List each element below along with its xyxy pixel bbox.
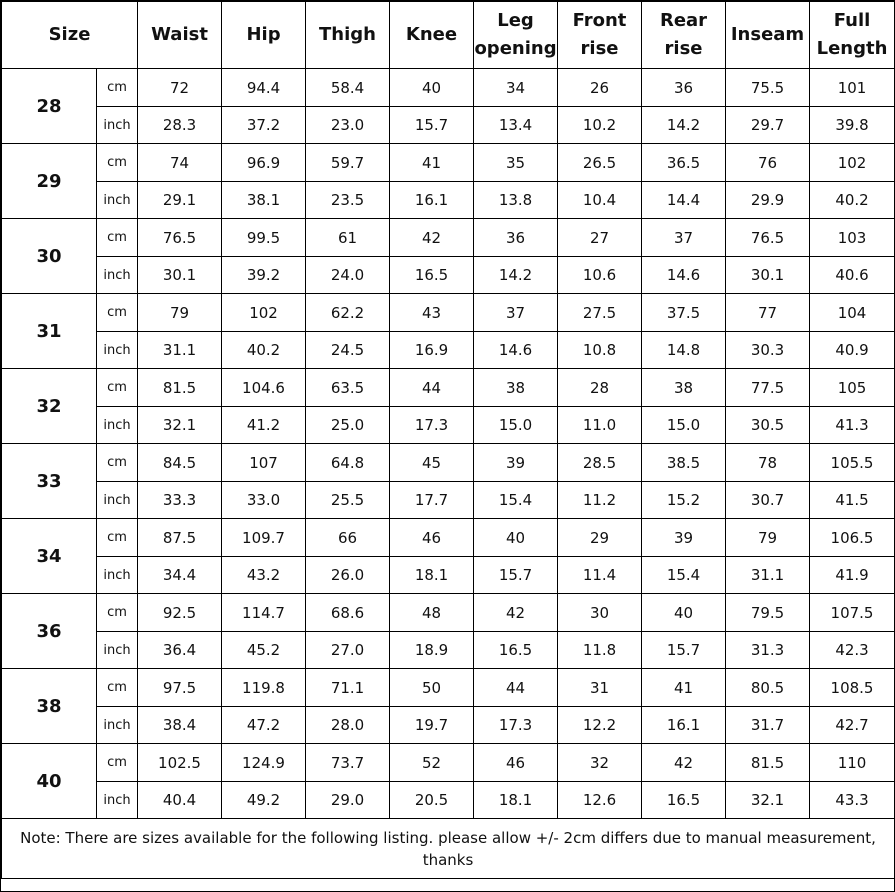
measurement-cell: 32.1 xyxy=(138,407,222,444)
size-label: 33 xyxy=(2,444,97,519)
unit-label: cm xyxy=(97,144,138,182)
measurement-cell: 109.7 xyxy=(222,519,306,557)
header-line: Hip xyxy=(246,24,281,45)
measurement-cell: 106.5 xyxy=(810,519,895,557)
size-label: 32 xyxy=(2,369,97,444)
unit-label: inch xyxy=(97,332,138,369)
measurement-cell: 11.4 xyxy=(558,557,642,594)
measurement-cell: 40 xyxy=(474,519,558,557)
unit-label: inch xyxy=(97,482,138,519)
measurement-cell: 14.2 xyxy=(474,257,558,294)
measurement-cell: 73.7 xyxy=(306,744,390,782)
measurement-cell: 36.5 xyxy=(642,144,726,182)
measurement-cell: 104.6 xyxy=(222,369,306,407)
measurement-cell: 33.3 xyxy=(138,482,222,519)
header-line: Length xyxy=(816,38,888,59)
measurement-cell: 124.9 xyxy=(222,744,306,782)
table-row xyxy=(2,407,895,444)
table-body xyxy=(2,69,895,819)
measurement-cell: 44 xyxy=(390,369,474,407)
measurement-cell: 32 xyxy=(558,744,642,782)
measurement-cell: 38.5 xyxy=(642,444,726,482)
measurement-cell: 23.0 xyxy=(306,107,390,144)
measurement-cell: 84.5 xyxy=(138,444,222,482)
measurement-cell: 105.5 xyxy=(810,444,895,482)
measurement-cell: 40.2 xyxy=(222,332,306,369)
measurement-cell: 30.5 xyxy=(726,407,810,444)
measurement-cell: 16.1 xyxy=(390,182,474,219)
measurement-cell: 11.8 xyxy=(558,632,642,669)
measurement-cell: 94.4 xyxy=(222,69,306,107)
measurement-cell: 24.0 xyxy=(306,257,390,294)
measurement-cell: 18.9 xyxy=(390,632,474,669)
measurement-cell: 97.5 xyxy=(138,669,222,707)
measurement-cell: 14.8 xyxy=(642,332,726,369)
unit-label: inch xyxy=(97,107,138,144)
measurement-cell: 36 xyxy=(642,69,726,107)
unit-label: cm xyxy=(97,594,138,632)
measurement-cell: 29.9 xyxy=(726,182,810,219)
measurement-cell: 31.7 xyxy=(726,707,810,744)
table-row xyxy=(2,594,895,632)
measurement-cell: 71.1 xyxy=(306,669,390,707)
measurement-cell: 17.3 xyxy=(390,407,474,444)
unit-label: cm xyxy=(97,369,138,407)
measurement-cell: 10.2 xyxy=(558,107,642,144)
table-row xyxy=(2,107,895,144)
measurement-cell: 41.5 xyxy=(810,482,895,519)
measurement-cell: 42 xyxy=(390,219,474,257)
measurement-cell: 77.5 xyxy=(726,369,810,407)
measurement-cell: 81.5 xyxy=(726,744,810,782)
measurement-cell: 30.7 xyxy=(726,482,810,519)
measurement-cell: 15.0 xyxy=(642,407,726,444)
measurement-cell: 11.0 xyxy=(558,407,642,444)
measurement-cell: 27 xyxy=(558,219,642,257)
size-label: 29 xyxy=(2,144,97,219)
measurement-cell: 15.2 xyxy=(642,482,726,519)
measurement-cell: 77 xyxy=(726,294,810,332)
measurement-cell: 27.5 xyxy=(558,294,642,332)
header-line: Size xyxy=(48,24,91,45)
measurement-cell: 78 xyxy=(726,444,810,482)
measurement-cell: 39.8 xyxy=(810,107,895,144)
measurement-cell: 48 xyxy=(390,594,474,632)
header-line: Rear xyxy=(659,10,708,31)
measurement-cell: 79.5 xyxy=(726,594,810,632)
measurement-cell: 92.5 xyxy=(138,594,222,632)
measurement-cell: 45.2 xyxy=(222,632,306,669)
table-row xyxy=(2,219,895,257)
measurement-cell: 42.3 xyxy=(810,632,895,669)
unit-label: inch xyxy=(97,632,138,669)
table-row xyxy=(2,332,895,369)
measurement-cell: 104 xyxy=(810,294,895,332)
measurement-cell: 59.7 xyxy=(306,144,390,182)
measurement-cell: 34.4 xyxy=(138,557,222,594)
measurement-cell: 81.5 xyxy=(138,369,222,407)
header-line: Waist xyxy=(151,24,208,45)
measurement-cell: 35 xyxy=(474,144,558,182)
measurement-cell: 17.7 xyxy=(390,482,474,519)
measurement-cell: 18.1 xyxy=(474,782,558,819)
measurement-cell: 17.3 xyxy=(474,707,558,744)
table-row xyxy=(2,782,895,819)
measurement-cell: 76 xyxy=(726,144,810,182)
measurement-cell: 16.5 xyxy=(474,632,558,669)
measurement-cell: 38.1 xyxy=(222,182,306,219)
measurement-cell: 16.1 xyxy=(642,707,726,744)
unit-label: inch xyxy=(97,407,138,444)
measurement-cell: 10.6 xyxy=(558,257,642,294)
size-label: 38 xyxy=(2,669,97,744)
header-inseam xyxy=(726,2,810,69)
table-row xyxy=(2,482,895,519)
measurement-cell: 19.7 xyxy=(390,707,474,744)
measurement-cell: 28.5 xyxy=(558,444,642,482)
measurement-cell: 13.4 xyxy=(474,107,558,144)
header-hip xyxy=(222,2,306,69)
measurement-cell: 41.9 xyxy=(810,557,895,594)
table-row xyxy=(2,669,895,707)
measurement-cell: 32.1 xyxy=(726,782,810,819)
unit-label: inch xyxy=(97,782,138,819)
measurement-cell: 29.7 xyxy=(726,107,810,144)
measurement-cell: 40.6 xyxy=(810,257,895,294)
measurement-cell: 66 xyxy=(306,519,390,557)
measurement-cell: 110 xyxy=(810,744,895,782)
measurement-cell: 15.7 xyxy=(390,107,474,144)
measurement-cell: 68.6 xyxy=(306,594,390,632)
measurement-cell: 31.1 xyxy=(726,557,810,594)
header-rear-rise xyxy=(642,2,726,69)
size-label: 40 xyxy=(2,744,97,819)
measurement-cell: 26 xyxy=(558,69,642,107)
measurement-cell: 40.2 xyxy=(810,182,895,219)
table-row xyxy=(2,519,895,557)
measurement-cell: 39 xyxy=(642,519,726,557)
header-line: Knee xyxy=(405,24,458,45)
header-front-rise xyxy=(558,2,642,69)
measurement-cell: 28.0 xyxy=(306,707,390,744)
measurement-cell: 52 xyxy=(390,744,474,782)
measurement-cell: 14.6 xyxy=(642,257,726,294)
size-label: 31 xyxy=(2,294,97,369)
table-row xyxy=(2,707,895,744)
measurement-cell: 36 xyxy=(474,219,558,257)
table-row xyxy=(2,182,895,219)
measurement-cell: 43.3 xyxy=(810,782,895,819)
measurement-cell: 37 xyxy=(474,294,558,332)
measurement-cell: 15.4 xyxy=(642,557,726,594)
measurement-cell: 102 xyxy=(810,144,895,182)
measurement-cell: 37.2 xyxy=(222,107,306,144)
measurement-cell: 49.2 xyxy=(222,782,306,819)
measurement-cell: 41.3 xyxy=(810,407,895,444)
measurement-cell: 18.1 xyxy=(390,557,474,594)
measurement-cell: 10.8 xyxy=(558,332,642,369)
measurement-cell: 41.2 xyxy=(222,407,306,444)
table-row xyxy=(2,557,895,594)
measurement-cell: 108.5 xyxy=(810,669,895,707)
measurement-cell: 39.2 xyxy=(222,257,306,294)
measurement-cell: 119.8 xyxy=(222,669,306,707)
measurement-cell: 29.1 xyxy=(138,182,222,219)
unit-label: cm xyxy=(97,69,138,107)
measurement-cell: 30.1 xyxy=(726,257,810,294)
header-leg-opening xyxy=(474,2,558,69)
measurement-cell: 12.6 xyxy=(558,782,642,819)
unit-label: inch xyxy=(97,707,138,744)
measurement-cell: 26.0 xyxy=(306,557,390,594)
measurement-cell: 14.2 xyxy=(642,107,726,144)
table-row xyxy=(2,444,895,482)
measurement-cell: 42 xyxy=(474,594,558,632)
measurement-cell: 101 xyxy=(810,69,895,107)
measurement-cell: 29.0 xyxy=(306,782,390,819)
table-row xyxy=(2,369,895,407)
measurement-cell: 58.4 xyxy=(306,69,390,107)
measurement-cell: 16.9 xyxy=(390,332,474,369)
size-chart-table xyxy=(1,1,895,879)
measurement-cell: 15.0 xyxy=(474,407,558,444)
measurement-cell: 99.5 xyxy=(222,219,306,257)
header-thigh xyxy=(306,2,390,69)
header-line: Thigh xyxy=(319,24,376,45)
measurement-cell: 38 xyxy=(642,369,726,407)
measurement-cell: 37 xyxy=(642,219,726,257)
measurement-cell: 40 xyxy=(390,69,474,107)
measurement-cell: 26.5 xyxy=(558,144,642,182)
note-text: Note: There are sizes available for the following listing. please allow +/- 2cm differs due to manual measurement, thanks xyxy=(2,819,895,879)
measurement-cell: 44 xyxy=(474,669,558,707)
measurement-cell: 47.2 xyxy=(222,707,306,744)
unit-label: cm xyxy=(97,744,138,782)
measurement-cell: 105 xyxy=(810,369,895,407)
measurement-cell: 76.5 xyxy=(726,219,810,257)
measurement-cell: 40.4 xyxy=(138,782,222,819)
measurement-cell: 42.7 xyxy=(810,707,895,744)
header-line: Full xyxy=(833,10,871,31)
measurement-cell: 31 xyxy=(558,669,642,707)
measurement-cell: 103 xyxy=(810,219,895,257)
measurement-cell: 72 xyxy=(138,69,222,107)
header-line: Inseam xyxy=(730,24,805,45)
measurement-cell: 28 xyxy=(558,369,642,407)
measurement-cell: 30 xyxy=(558,594,642,632)
size-label: 30 xyxy=(2,219,97,294)
measurement-cell: 33.0 xyxy=(222,482,306,519)
measurement-cell: 87.5 xyxy=(138,519,222,557)
measurement-cell: 63.5 xyxy=(306,369,390,407)
unit-label: cm xyxy=(97,294,138,332)
unit-label: inch xyxy=(97,257,138,294)
measurement-cell: 46 xyxy=(474,744,558,782)
table-row xyxy=(2,632,895,669)
measurement-cell: 29 xyxy=(558,519,642,557)
measurement-cell: 107.5 xyxy=(810,594,895,632)
table-row xyxy=(2,144,895,182)
note-row xyxy=(2,819,895,879)
measurement-cell: 15.7 xyxy=(642,632,726,669)
measurement-cell: 46 xyxy=(390,519,474,557)
table-row xyxy=(2,69,895,107)
header-line: Front xyxy=(572,10,627,31)
measurement-cell: 39 xyxy=(474,444,558,482)
measurement-cell: 16.5 xyxy=(390,257,474,294)
header-line: rise xyxy=(580,38,619,59)
measurement-cell: 80.5 xyxy=(726,669,810,707)
measurement-cell: 14.4 xyxy=(642,182,726,219)
unit-label: cm xyxy=(97,219,138,257)
table-row xyxy=(2,294,895,332)
measurement-cell: 30.1 xyxy=(138,257,222,294)
measurement-cell: 24.5 xyxy=(306,332,390,369)
measurement-cell: 28.3 xyxy=(138,107,222,144)
measurement-cell: 36.4 xyxy=(138,632,222,669)
measurement-cell: 25.0 xyxy=(306,407,390,444)
measurement-cell: 41 xyxy=(390,144,474,182)
unit-label: inch xyxy=(97,182,138,219)
unit-label: cm xyxy=(97,669,138,707)
measurement-cell: 40.9 xyxy=(810,332,895,369)
measurement-cell: 64.8 xyxy=(306,444,390,482)
measurement-cell: 14.6 xyxy=(474,332,558,369)
measurement-cell: 38.4 xyxy=(138,707,222,744)
unit-label: cm xyxy=(97,519,138,557)
unit-label: cm xyxy=(97,444,138,482)
measurement-cell: 96.9 xyxy=(222,144,306,182)
measurement-cell: 102.5 xyxy=(138,744,222,782)
measurement-cell: 25.5 xyxy=(306,482,390,519)
measurement-cell: 76.5 xyxy=(138,219,222,257)
header-line: rise xyxy=(664,38,703,59)
size-label: 36 xyxy=(2,594,97,669)
measurement-cell: 30.3 xyxy=(726,332,810,369)
measurement-cell: 107 xyxy=(222,444,306,482)
measurement-cell: 45 xyxy=(390,444,474,482)
size-label: 28 xyxy=(2,69,97,144)
size-label: 34 xyxy=(2,519,97,594)
table-row xyxy=(2,257,895,294)
measurement-cell: 43 xyxy=(390,294,474,332)
header-line: Leg xyxy=(497,10,534,31)
measurement-cell: 79 xyxy=(726,519,810,557)
measurement-cell: 114.7 xyxy=(222,594,306,632)
measurement-cell: 50 xyxy=(390,669,474,707)
measurement-cell: 43.2 xyxy=(222,557,306,594)
header-waist xyxy=(138,2,222,69)
measurement-cell: 11.2 xyxy=(558,482,642,519)
measurement-cell: 31.1 xyxy=(138,332,222,369)
measurement-cell: 34 xyxy=(474,69,558,107)
header-row xyxy=(2,2,895,69)
header-size xyxy=(2,2,138,69)
measurement-cell: 74 xyxy=(138,144,222,182)
measurement-cell: 16.5 xyxy=(642,782,726,819)
measurement-cell: 62.2 xyxy=(306,294,390,332)
measurement-cell: 38 xyxy=(474,369,558,407)
measurement-cell: 15.4 xyxy=(474,482,558,519)
measurement-cell: 42 xyxy=(642,744,726,782)
measurement-cell: 10.4 xyxy=(558,182,642,219)
header-full-length xyxy=(810,2,895,69)
measurement-cell: 12.2 xyxy=(558,707,642,744)
measurement-cell: 40 xyxy=(642,594,726,632)
measurement-cell: 61 xyxy=(306,219,390,257)
measurement-cell: 27.0 xyxy=(306,632,390,669)
measurement-cell: 15.7 xyxy=(474,557,558,594)
measurement-cell: 102 xyxy=(222,294,306,332)
measurement-cell: 31.3 xyxy=(726,632,810,669)
measurement-cell: 37.5 xyxy=(642,294,726,332)
header-line: opening xyxy=(474,38,557,59)
table-row xyxy=(2,744,895,782)
measurement-cell: 13.8 xyxy=(474,182,558,219)
header-knee xyxy=(390,2,474,69)
unit-label: inch xyxy=(97,557,138,594)
measurement-cell: 41 xyxy=(642,669,726,707)
measurement-cell: 75.5 xyxy=(726,69,810,107)
measurement-cell: 79 xyxy=(138,294,222,332)
measurement-cell: 20.5 xyxy=(390,782,474,819)
measurement-cell: 23.5 xyxy=(306,182,390,219)
